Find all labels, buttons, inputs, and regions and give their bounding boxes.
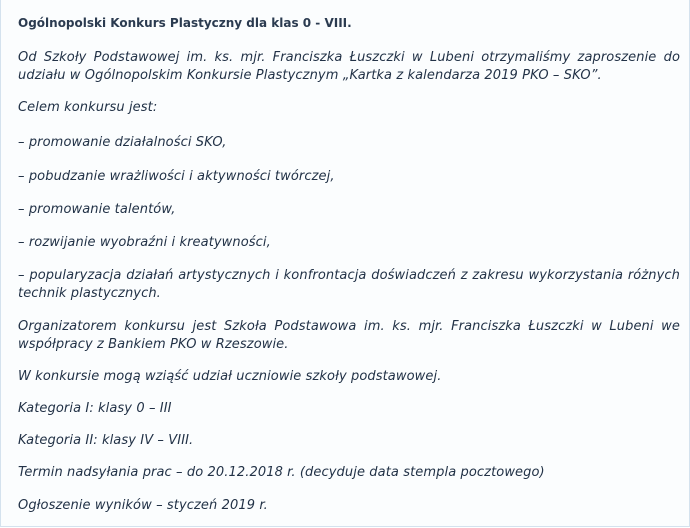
intro-paragraph: Od Szkoły Podstawowej im. ks. mjr. Franciszka Łuszczki w Lubeni otrzymaliśmy zaproszenie do udziału w Ogólnopolskim Konkursie Plastycznym „Kartka z kalendarza 2019 PKO – SKO”. (18, 50, 680, 83)
organizer-paragraph: Organizatorem konkursu jest Szkoła Podstawowa im. ks. mjr. Franciszka Łuszczki w Lubeni we współpracy z Bankiem PKO w Rzeszowie. (18, 319, 680, 352)
category-one: Kategoria I: klasy 0 – III (18, 401, 172, 416)
results-paragraph: Ogłoszenie wyników – styczeń 2019 r. (18, 498, 268, 513)
category-two: Kategoria II: klasy IV – VIII. (18, 433, 194, 448)
goals-heading: Celem konkursu jest: (18, 100, 158, 115)
deadline-paragraph: Termin nadsyłania prac – do 20.12.2018 r. (decyduje data stempla pocztowego) (18, 465, 545, 480)
goal-item: – rozwijanie wyobraźni i kreatywności, (18, 235, 271, 250)
goal-item: – popularyzacja działań artystycznych i konfrontacja doświadczeń z zakresu wykorzystania różnych technik plastycznych. (18, 268, 680, 301)
goal-item: – promowanie talentów, (18, 202, 176, 217)
goal-item: – promowanie działalności SKO, (18, 135, 227, 150)
participants-paragraph: W konkursie mogą wziąść udział uczniowie szkoły podstawowej. (18, 369, 442, 384)
article-title: Ogólnopolski Konkurs Plastyczny dla klas 0 - VIII. (18, 16, 352, 30)
goal-item: – pobudzanie wrażliwości i aktywności twórczej, (18, 169, 335, 184)
